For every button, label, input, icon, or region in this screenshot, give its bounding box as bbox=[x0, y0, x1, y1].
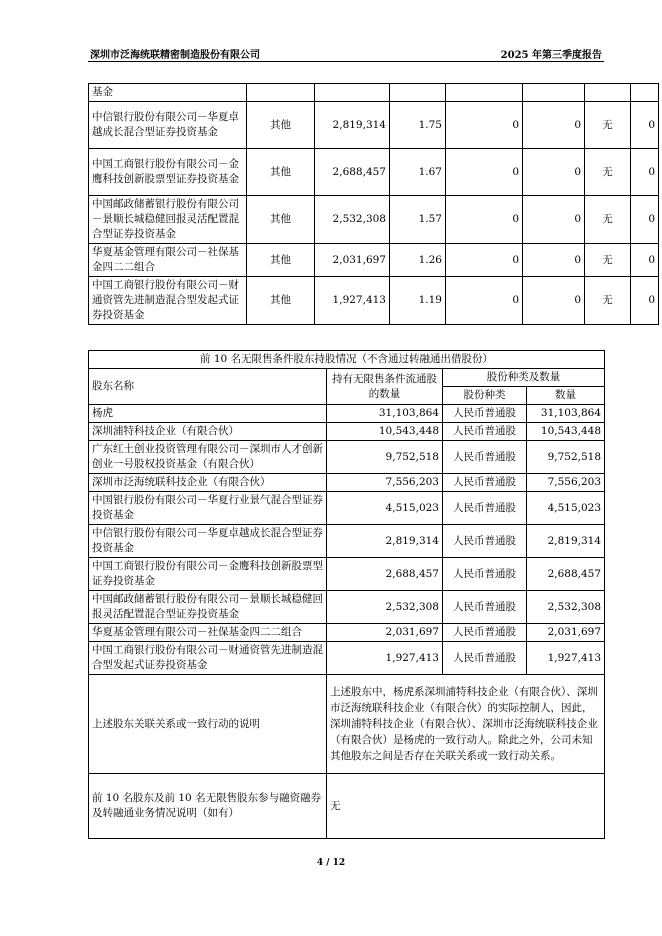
holder-nature: 其他 bbox=[247, 277, 315, 325]
shareholder-name: 深圳市泛海统联科技企业（有限合伙） bbox=[89, 474, 327, 492]
holder-restricted: 0 bbox=[446, 196, 523, 244]
share-count: 7,556,203 bbox=[527, 474, 605, 492]
share-type: 人民币普通股 bbox=[443, 474, 527, 492]
holder-status: 无 bbox=[585, 102, 631, 149]
holder-percent: 1.57 bbox=[390, 196, 446, 244]
share-count: 2,819,314 bbox=[527, 525, 605, 558]
share-type: 人民币普通股 bbox=[443, 624, 527, 642]
table-row bbox=[89, 675, 605, 774]
table-row bbox=[89, 196, 659, 244]
share-count: 4,515,023 bbox=[527, 492, 605, 525]
unrestricted-qty: 2,819,314 bbox=[327, 525, 443, 558]
unrestricted-qty: 2,532,308 bbox=[327, 591, 443, 624]
unrestricted-qty: 2,031,697 bbox=[327, 624, 443, 642]
share-count: 1,927,413 bbox=[527, 642, 605, 675]
table-row bbox=[89, 84, 659, 102]
unrestricted-qty: 9,752,518 bbox=[327, 441, 443, 474]
holder-status: 无 bbox=[585, 196, 631, 244]
holder-shares: 2,688,457 bbox=[315, 149, 390, 196]
holder-pledged: 0 bbox=[523, 244, 585, 277]
relation-text: 上述股东中，杨虎系深圳浦特科技企业（有限合伙）、深圳市泛海统联科技企业（有限合伙）的实际控制人，因此，深圳浦特科技企业（有限合伙）、深圳市泛海统联科技企业（有限合伙）是杨虎的一致行动人。除此之外，公司未知其他股东之间是否存在关联关系或一致行动关系。 bbox=[327, 675, 605, 774]
holder-pledged: 0 bbox=[523, 196, 585, 244]
relation-label: 上述股东关联关系或一致行动的说明 bbox=[89, 675, 327, 774]
share-type: 人民币普通股 bbox=[443, 642, 527, 675]
table-row bbox=[89, 244, 659, 277]
table-row bbox=[89, 351, 605, 369]
share-type: 人民币普通股 bbox=[443, 591, 527, 624]
holder-name: 华夏基金管理有限公司－社保基金四二二组合 bbox=[89, 244, 247, 277]
share-count: 31,103,864 bbox=[527, 405, 605, 423]
table-row bbox=[89, 774, 605, 839]
holder-shares: 2,532,308 bbox=[315, 196, 390, 244]
share-type: 人民币普通股 bbox=[443, 441, 527, 474]
holder-status: 无 bbox=[585, 149, 631, 196]
table-row bbox=[89, 423, 605, 441]
holder-percent: 1.67 bbox=[390, 149, 446, 196]
share-count: 2,532,308 bbox=[527, 591, 605, 624]
shareholder-name: 华夏基金管理有限公司－社保基金四二二组合 bbox=[89, 624, 327, 642]
holder-shares: 1,927,413 bbox=[315, 277, 390, 325]
holder-name: 中国工商银行股份有限公司－财通资管先进制造混合型发起式证券投资基金 bbox=[89, 277, 247, 325]
holder-count: 0 bbox=[631, 244, 659, 277]
unrestricted-qty: 1,927,413 bbox=[327, 642, 443, 675]
table-row bbox=[89, 102, 659, 149]
holder-status: 无 bbox=[585, 244, 631, 277]
table-row bbox=[89, 369, 605, 387]
unrestricted-holders-table bbox=[88, 350, 605, 839]
holder-name: 中国邮政储蓄银行股份有限公司－景顺长城稳健回报灵活配置混合型证券投资基金 bbox=[89, 196, 247, 244]
holder-restricted: 0 bbox=[446, 149, 523, 196]
holder-shares: 2,819,314 bbox=[315, 102, 390, 149]
table-row bbox=[89, 441, 605, 474]
holder-pledged: 0 bbox=[523, 102, 585, 149]
share-type: 人民币普通股 bbox=[443, 423, 527, 441]
unrestricted-qty: 4,515,023 bbox=[327, 492, 443, 525]
holder-restricted: 0 bbox=[446, 102, 523, 149]
table-row bbox=[89, 591, 605, 624]
holder-count: 0 bbox=[631, 196, 659, 244]
holder-percent: 1.19 bbox=[390, 277, 446, 325]
holder-restricted: 0 bbox=[446, 244, 523, 277]
holder-nature: 其他 bbox=[247, 196, 315, 244]
table-row bbox=[89, 492, 605, 525]
shareholder-name: 杨虎 bbox=[89, 405, 327, 423]
holder-count: 0 bbox=[631, 102, 659, 149]
table-row bbox=[89, 149, 659, 196]
table-row bbox=[89, 277, 659, 325]
holder-percent: 1.26 bbox=[390, 244, 446, 277]
holder-status: 无 bbox=[585, 277, 631, 325]
table-row bbox=[89, 474, 605, 492]
holder-name: 中信银行股份有限公司－华夏卓越成长混合型证券投资基金 bbox=[89, 102, 247, 149]
share-type: 人民币普通股 bbox=[443, 405, 527, 423]
col-header-type: 股份种类 bbox=[443, 387, 527, 405]
shareholder-name: 深圳浦特科技企业（有限合伙） bbox=[89, 423, 327, 441]
holder-name: 基金 bbox=[89, 84, 247, 102]
margin-text: 无 bbox=[327, 774, 605, 839]
holder-count: 0 bbox=[631, 277, 659, 325]
shareholder-name: 中国银行股份有限公司－华夏行业景气混合型证券投资基金 bbox=[89, 492, 327, 525]
holder-count: 0 bbox=[631, 149, 659, 196]
table-row bbox=[89, 405, 605, 423]
share-type: 人民币普通股 bbox=[443, 558, 527, 591]
holder-name: 中国工商银行股份有限公司－金鹰科技创新股票型证券投资基金 bbox=[89, 149, 247, 196]
shareholder-name: 中国邮政储蓄银行股份有限公司－景顺长城稳健回报灵活配置混合型证券投资基金 bbox=[89, 591, 327, 624]
margin-label: 前 10 名股东及前 10 名无限售股东参与融资融券及转融通业务情况说明（如有） bbox=[89, 774, 327, 839]
share-count: 10,543,448 bbox=[527, 423, 605, 441]
holder-nature: 其他 bbox=[247, 149, 315, 196]
share-count: 2,031,697 bbox=[527, 624, 605, 642]
unrestricted-qty: 7,556,203 bbox=[327, 474, 443, 492]
table-row bbox=[89, 642, 605, 675]
shareholder-name: 中国工商银行股份有限公司－财通资管先进制造混合型发起式证券投资基金 bbox=[89, 642, 327, 675]
col-header-type-group: 股份种类及数量 bbox=[443, 369, 605, 387]
shareholder-name: 中国工商银行股份有限公司－金鹰科技创新股票型证券投资基金 bbox=[89, 558, 327, 591]
holder-pledged: 0 bbox=[523, 277, 585, 325]
holder-pledged: 0 bbox=[523, 149, 585, 196]
holder-percent: 1.75 bbox=[390, 102, 446, 149]
section-title: 前 10 名无限售条件股东持股情况（不含通过转融通出借股份） bbox=[89, 351, 605, 369]
col-header-count: 数量 bbox=[527, 387, 605, 405]
table-row bbox=[89, 558, 605, 591]
header-company: 深圳市泛海统联精密制造股份有限公司 bbox=[90, 50, 260, 61]
holder-nature: 其他 bbox=[247, 102, 315, 149]
holder-shares: 2,031,697 bbox=[315, 244, 390, 277]
top-holders-table bbox=[88, 83, 659, 325]
table-row bbox=[89, 624, 605, 642]
share-type: 人民币普通股 bbox=[443, 492, 527, 525]
holder-nature: 其他 bbox=[247, 244, 315, 277]
header-divider bbox=[88, 61, 604, 62]
share-type: 人民币普通股 bbox=[443, 525, 527, 558]
unrestricted-qty: 2,688,457 bbox=[327, 558, 443, 591]
table-row bbox=[89, 525, 605, 558]
unrestricted-qty: 10,543,448 bbox=[327, 423, 443, 441]
header-report-title: 2025 年第三季度报告 bbox=[500, 50, 602, 61]
share-count: 2,688,457 bbox=[527, 558, 605, 591]
page-number: 4 / 12 bbox=[316, 858, 346, 868]
holder-restricted: 0 bbox=[446, 277, 523, 325]
shareholder-name: 中信银行股份有限公司－华夏卓越成长混合型证券投资基金 bbox=[89, 525, 327, 558]
col-header-name: 股东名称 bbox=[89, 369, 327, 405]
shareholder-name: 广东红土创业投资管理有限公司－深圳市人才创新创业一号股权投资基金（有限合伙） bbox=[89, 441, 327, 474]
share-count: 9,752,518 bbox=[527, 441, 605, 474]
unrestricted-qty: 31,103,864 bbox=[327, 405, 443, 423]
col-header-qty: 持有无限售条件流通股的数量 bbox=[327, 369, 443, 405]
